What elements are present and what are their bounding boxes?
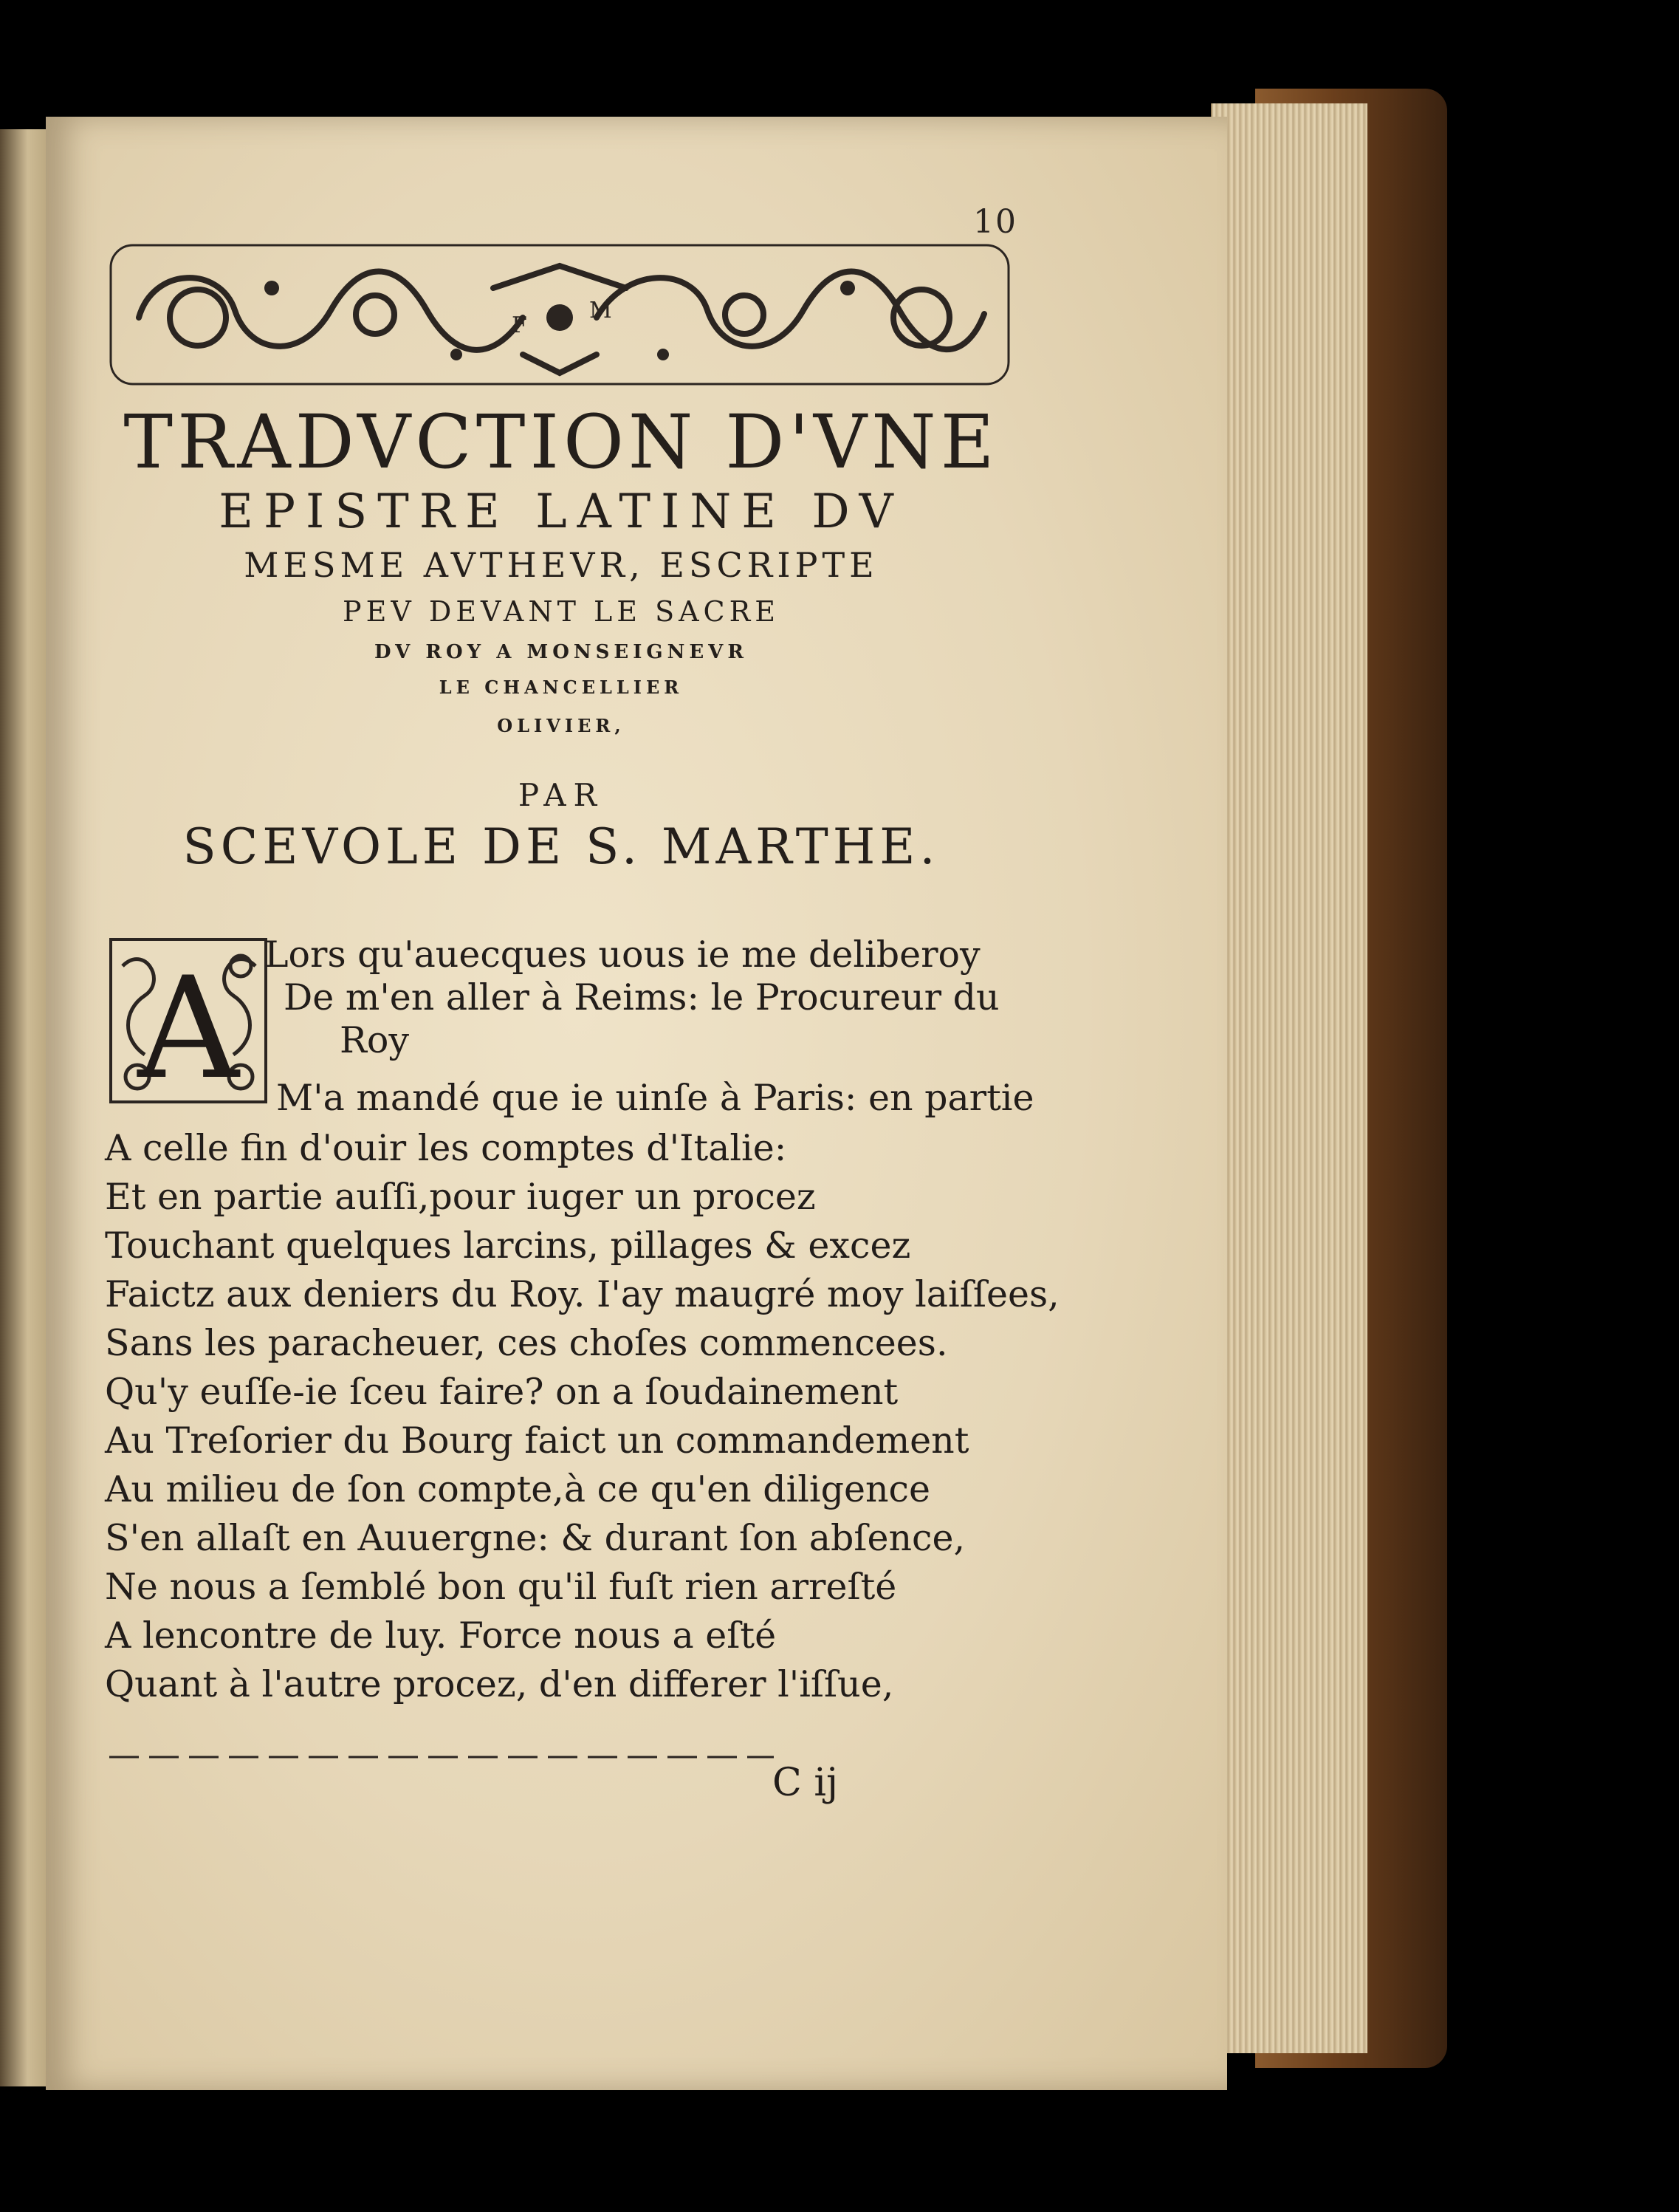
page-block-edges: [1211, 103, 1367, 2053]
title-line-7: OLIVIER,: [497, 715, 625, 736]
verse-line-11: Au Treſorier du Bourg faict un commandement: [105, 1420, 969, 1462]
verse-line-8: Faictz aux deniers du Roy. I'ay maugré moy laiſſees,: [105, 1273, 1060, 1315]
byline-par: PAR: [518, 777, 605, 813]
ornamental-headpiece: [109, 244, 1010, 386]
signature-mark: C ij: [772, 1761, 839, 1805]
verse-line-7: Touchant quelques larcins, pillages & excez: [105, 1225, 911, 1267]
verse-line-5: A celle fin d'ouir les comptes d'Italie:: [105, 1127, 787, 1169]
verse-line-13: S'en allaſt en Auuergne: & durant ſon abſence,: [105, 1517, 966, 1559]
verse-line-2: De m'en aller à Reims: le Procureur du: [284, 976, 1000, 1018]
title-line-3: MESME AVTHEVR, ESCRIPTE: [244, 545, 879, 585]
dropcap-letter: A: [137, 947, 239, 1105]
verse-line-1: Lors qu'auecques uous ie me deliberoy: [264, 934, 981, 976]
left-page-edge: [0, 129, 50, 2086]
ornament-letter-m: M: [589, 298, 612, 323]
verse-line-16: Quant à l'autre procez, d'en differer l'iſſue,: [105, 1663, 894, 1705]
verse-line-4: M'a mandé que ie uinſe à Paris: en partie: [276, 1077, 1034, 1119]
title-line-6: LE CHANCELLIER: [439, 677, 684, 698]
verse-line-3: Roy: [340, 1019, 410, 1061]
title-line-1: TRADVCTION D'VNE: [123, 399, 999, 485]
verse-line-12: Au milieu de ſon compte,à ce qu'en diligence: [105, 1468, 930, 1510]
ornament-letter-f: F: [512, 312, 527, 338]
verse-line-9: Sans les paracheuer, ces choſes commencees.: [105, 1322, 948, 1364]
folio-number: 10: [973, 203, 1017, 241]
verse-line-15: A lencontre de luy. Force nous a eſté: [105, 1615, 777, 1657]
decorated-initial: [108, 936, 269, 1105]
verse-line-10: Qu'y euſſe-ie ſceu faire? on a ſoudainement: [105, 1371, 899, 1413]
byline-author: SCEVOLE DE S. MARTHE.: [182, 818, 940, 875]
dashed-rule: [109, 1756, 774, 1759]
verse-line-14: Ne nous a ſemblé bon qu'il fuſt rien arreſté: [105, 1566, 897, 1608]
verse-line-6: Et en partie auſſi,pour iuger un procez: [105, 1176, 816, 1218]
title-line-2: EPISTRE LATINE DV: [219, 484, 904, 539]
title-line-4: PEV DEVANT LE SACRE: [343, 595, 780, 628]
title-line-5: DV ROY A MONSEIGNEVR: [374, 641, 748, 663]
